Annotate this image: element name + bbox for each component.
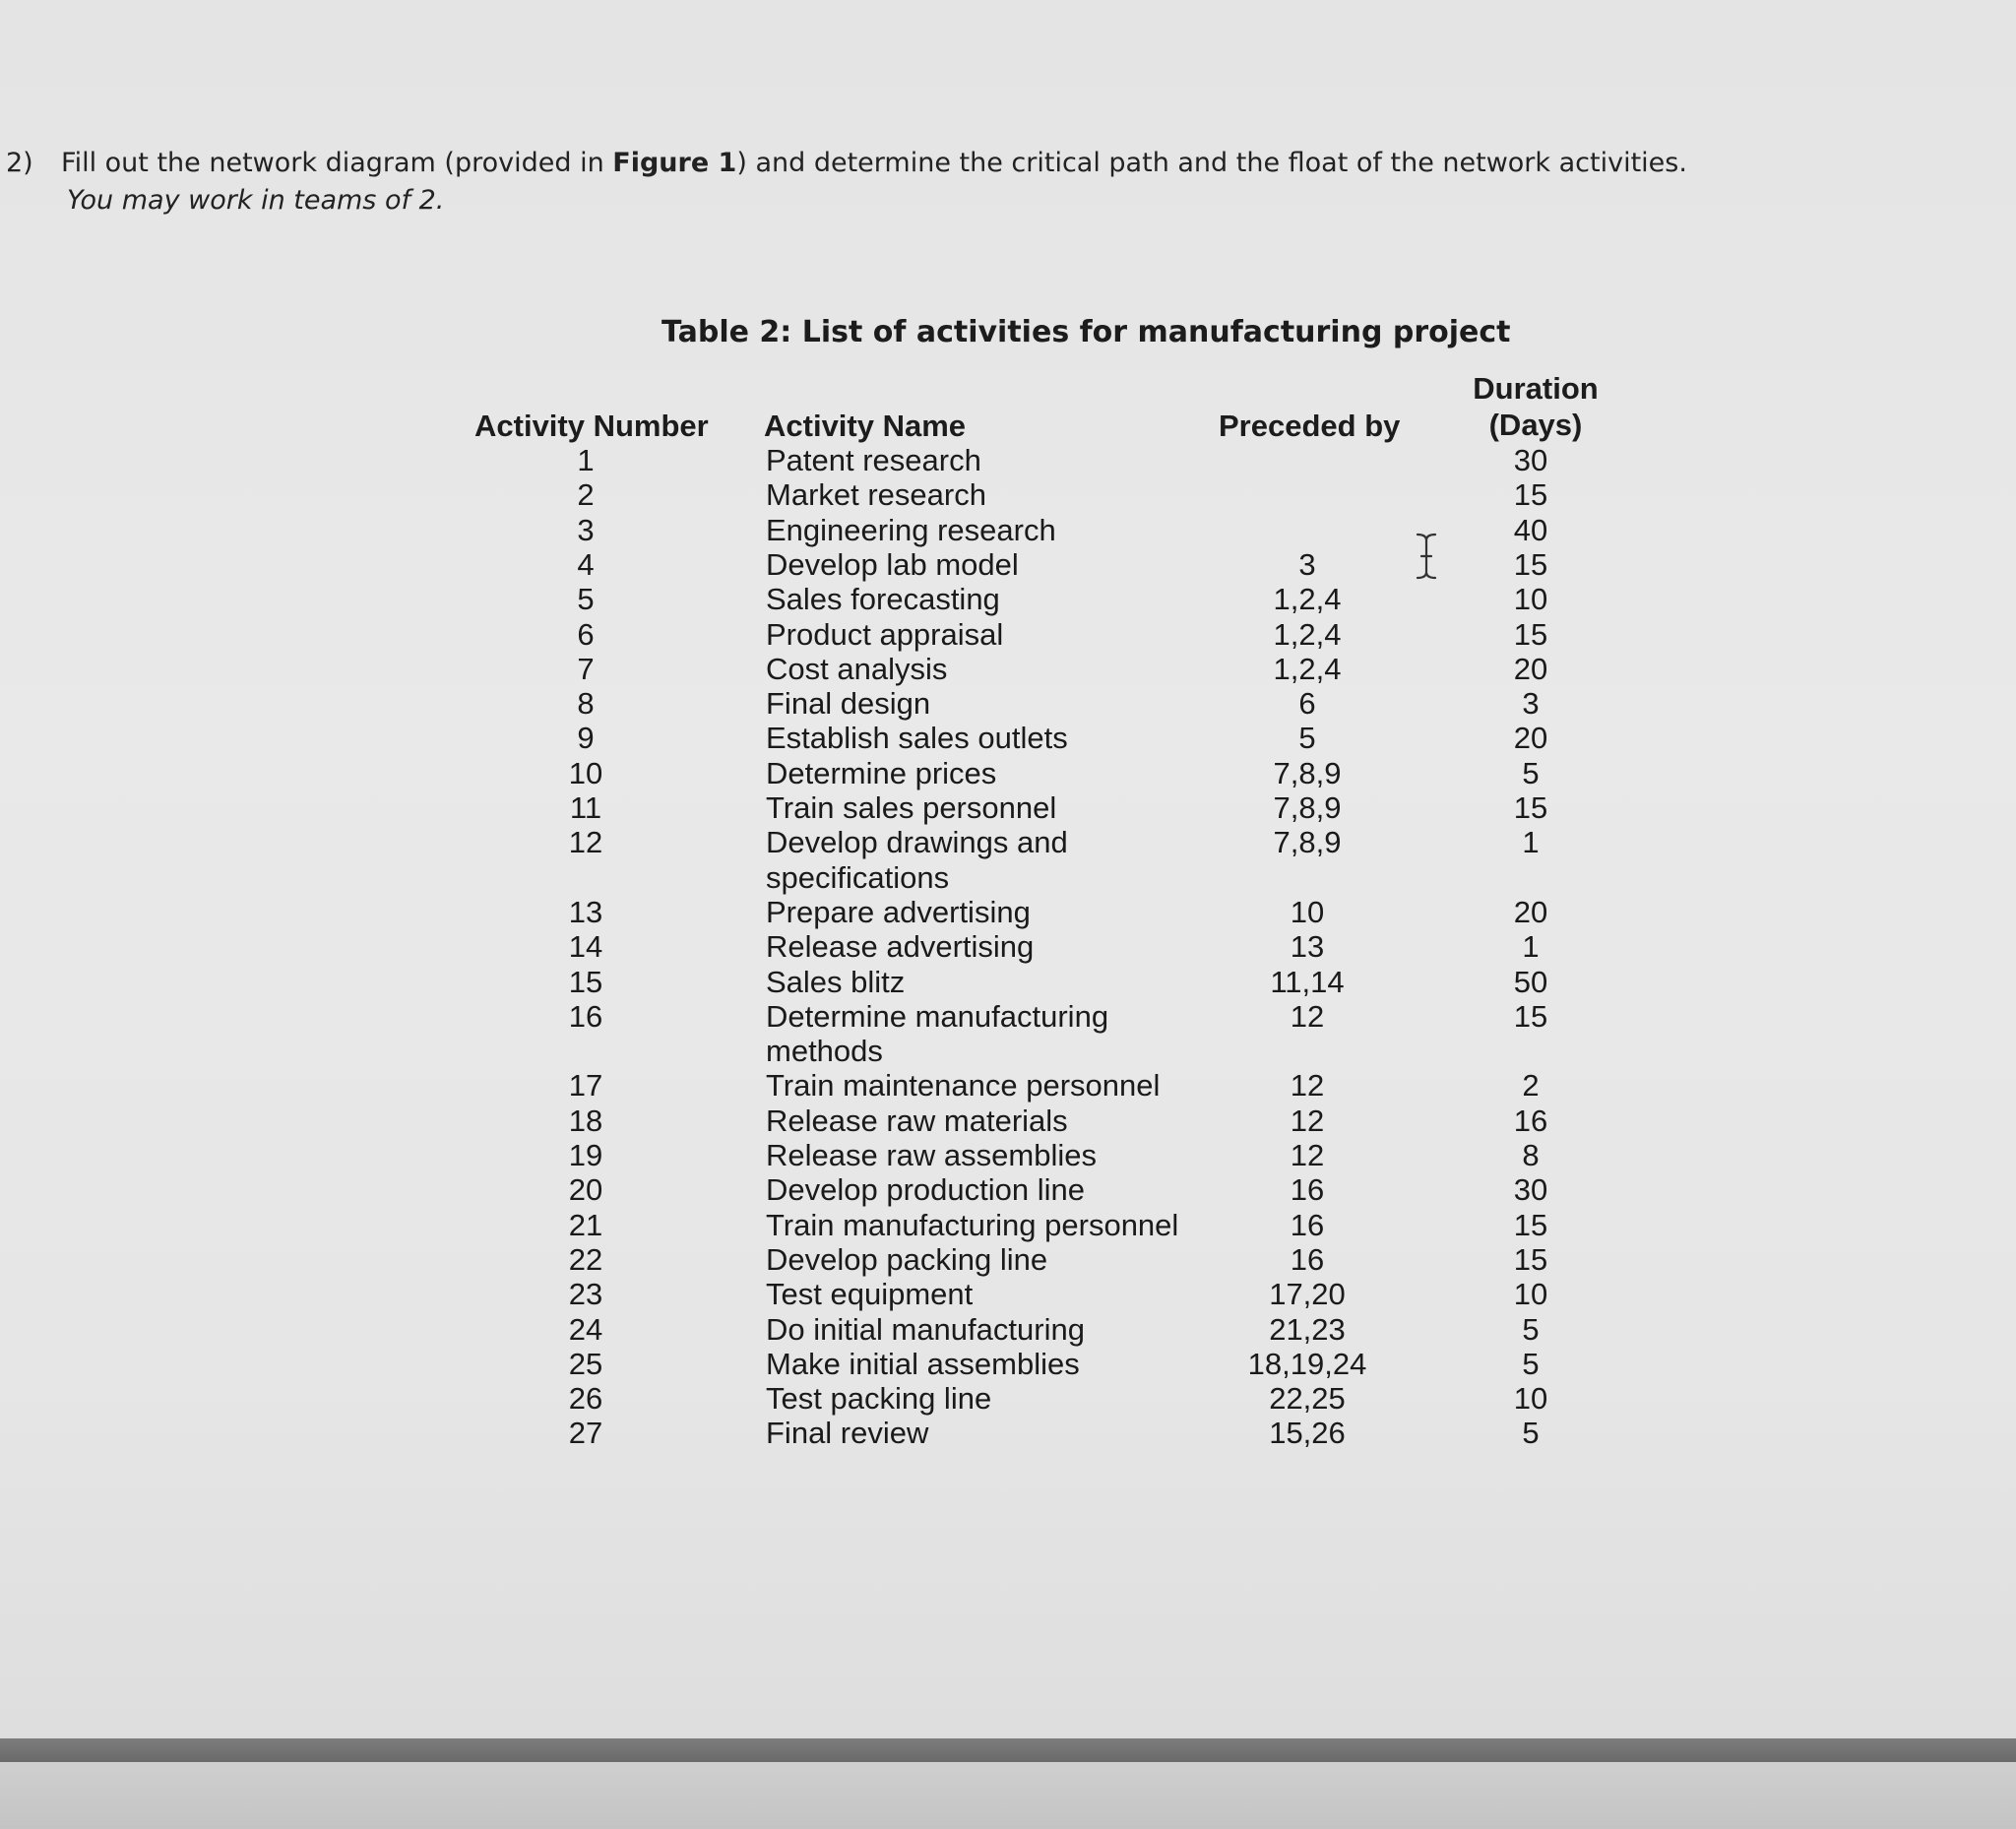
duration-cell: 10 [1513,1381,1548,1417]
activity-name-text: Develop packing line [766,1241,1048,1277]
activity-number-cell: 3 [577,512,595,547]
activity-name-cell [766,756,1199,790]
activity-name-cell [766,999,1199,1069]
activity-name-cell [766,929,1199,964]
duration-cell: 40 [1513,512,1548,547]
activity-name-text: Establish sales outlets [766,721,1068,756]
activity-name-text: Product appraisal [766,616,1004,652]
duration-cell: 15 [1513,477,1548,513]
preceded-by-cell: 15,26 [1269,1416,1346,1451]
activity-name-cell [766,1312,1199,1347]
duration-cell: 8 [1522,1138,1540,1172]
activity-number-cell: 19 [568,1138,603,1172]
activity-name-text: Patent research [766,443,981,477]
activity-name-cell [766,1172,1199,1207]
activity-name-text: Train maintenance personnel [766,1068,1161,1104]
duration-cell: 1 [1522,825,1540,860]
question-number: 2) [6,148,33,178]
question-text-line2: You may work in teams of 2. [67,185,445,216]
duration-cell: 15 [1513,546,1548,582]
activity-number-cell: 17 [568,1068,603,1104]
activity-name-text: Release raw materials [766,1103,1068,1138]
duration-cell: 16 [1513,1103,1548,1138]
preceded-by-cell: 16 [1290,1172,1325,1208]
activity-name-cell [766,1068,1199,1103]
header-duration [1467,370,1605,443]
activity-name-text: Develop production line [766,1172,1085,1208]
duration-cell: 10 [1513,1277,1548,1312]
header-activity-number: Activity Number [474,409,709,443]
preceded-by-cell: 1,2,4 [1273,651,1342,686]
header-activity-name: Activity Name [764,409,967,443]
activity-number-cell: 16 [568,998,603,1034]
activity-number-cell: 4 [577,546,595,582]
duration-cell: 30 [1513,1172,1548,1208]
header-duration-line1: Duration [1473,371,1599,406]
activity-name-text: Develop drawings and [766,825,1068,860]
activity-name-cell [766,1381,1199,1416]
activity-name-cell [766,477,1199,512]
activity-number-cell: 23 [568,1277,603,1312]
activity-number-cell: 18 [568,1103,603,1138]
duration-cell: 5 [1522,1346,1540,1381]
screen-bottom-edge [0,1762,2016,1829]
activity-name-text: Train manufacturing personnel [766,1207,1179,1242]
activity-number-cell: 20 [568,1172,603,1208]
activity-name-text-continued: specifications [766,859,950,895]
activity-name-cell [766,582,1199,616]
duration-cell: 5 [1522,1416,1540,1451]
duration-cell: 10 [1513,582,1548,617]
preceded-by-cell: 1,2,4 [1273,582,1342,617]
question-text-pre: Fill out the network diagram (provided in [61,148,613,178]
activity-name-text: Final review [766,1416,929,1451]
duration-cell: 15 [1513,1241,1548,1277]
figure-reference: Figure 1 [612,148,737,178]
duration-cell: 5 [1522,1311,1540,1347]
screen-bottom-bezel [0,1738,2016,1762]
preceded-by-cell: 16 [1290,1241,1325,1277]
activity-number-cell: 2 [577,477,595,513]
activity-name-text: Final design [766,686,931,722]
duration-cell: 5 [1522,755,1540,790]
activity-name-text: Engineering research [766,512,1056,547]
preceded-by-cell: 12 [1290,1138,1325,1172]
duration-cell: 15 [1513,998,1548,1034]
activity-number-cell: 26 [568,1381,603,1417]
preceded-by-cell: 22,25 [1269,1381,1346,1417]
preceded-by-cell: 17,20 [1269,1277,1346,1312]
activity-name-text: Train sales personnel [766,790,1057,825]
activity-number-cell: 10 [568,755,603,790]
activity-name-text: Test equipment [766,1277,974,1312]
activity-number-cell: 24 [568,1311,603,1347]
duration-cell: 2 [1522,1068,1540,1104]
header-preceded-by: Preceded by [1219,409,1401,443]
duration-cell: 15 [1513,1207,1548,1242]
activity-name-text: Do initial manufacturing [766,1311,1085,1347]
activity-name-text: Develop lab model [766,546,1019,582]
activity-number-cell: 6 [577,616,595,652]
duration-cell: 20 [1513,894,1548,929]
activity-name-cell [766,1277,1199,1311]
activity-name-text: Cost analysis [766,651,948,686]
preceded-by-cell: 11,14 [1270,964,1345,999]
preceded-by-cell: 7,8,9 [1273,790,1342,825]
activity-number-cell: 25 [568,1346,603,1381]
preceded-by-cell: 5 [1298,721,1316,756]
activity-name-cell [766,652,1199,686]
duration-cell: 3 [1522,686,1540,722]
preceded-by-cell: 10 [1290,894,1325,929]
preceded-by-cell: 18,19,24 [1247,1346,1367,1381]
activity-name-cell [766,686,1199,721]
preceded-by-cell: 16 [1290,1207,1325,1242]
activity-number-cell: 15 [568,964,603,999]
activity-name-text: Market research [766,477,986,513]
activity-name-cell [766,1208,1199,1242]
header-duration-line2: (Days) [1488,408,1583,442]
activity-name-text: Test packing line [766,1381,992,1417]
activity-number-cell: 22 [568,1241,603,1277]
activity-number-cell: 7 [577,651,595,686]
activity-name-cell [766,825,1199,895]
activity-name-text: Sales forecasting [766,582,1000,617]
activity-name-text-continued: methods [766,1034,883,1069]
activity-name-cell [766,547,1199,582]
activity-name-cell [766,790,1199,825]
activity-name-text: Prepare advertising [766,894,1031,929]
preceded-by-cell: 1,2,4 [1273,616,1342,652]
activity-name-cell [766,895,1199,929]
activity-name-cell [766,965,1199,999]
preceded-by-cell: 12 [1290,1068,1325,1104]
activity-name-text: Determine manufacturing [766,998,1109,1034]
activity-name-cell [766,1104,1199,1138]
activity-number-cell: 11 [569,790,602,825]
preceded-by-cell: 12 [1290,998,1325,1034]
preceded-by-cell: 21,23 [1269,1311,1346,1347]
activity-name-cell [766,1138,1199,1172]
activity-number-cell: 21 [568,1207,603,1242]
activity-number-cell: 13 [568,894,603,929]
preceded-by-cell: 7,8,9 [1273,825,1342,860]
activity-name-text: Determine prices [766,755,997,790]
duration-cell: 20 [1513,721,1548,756]
table-title: Table 2: List of activities for manufacturing project [662,315,1511,349]
duration-cell: 1 [1522,929,1540,965]
activity-name-cell [766,721,1199,755]
activity-number-cell: 1 [577,443,595,477]
activity-number-cell: 27 [568,1416,603,1451]
preceded-by-cell: 3 [1298,546,1316,582]
activity-name-cell [766,513,1199,547]
duration-cell: 30 [1513,443,1548,477]
activity-name-text: Release raw assemblies [766,1138,1097,1172]
text-cursor-icon [1412,532,1441,581]
duration-cell: 15 [1513,616,1548,652]
activity-name-cell [766,443,1199,477]
activity-number-cell: 8 [577,686,595,722]
duration-cell: 15 [1513,790,1548,825]
activity-name-cell [766,1242,1199,1277]
activity-number-cell: 9 [577,721,595,756]
activity-name-cell [766,1347,1199,1381]
activity-name-text: Make initial assemblies [766,1346,1080,1381]
question-text-line1 [61,144,1687,183]
preceded-by-cell: 7,8,9 [1273,755,1342,790]
activity-number-cell: 12 [568,825,603,860]
activity-name-text: Sales blitz [766,964,906,999]
activity-name-cell [766,617,1199,652]
activity-name-text: Release advertising [766,929,1035,965]
activity-number-cell: 5 [577,582,595,617]
activity-number-cell: 14 [568,929,603,965]
preceded-by-cell: 13 [1290,929,1325,965]
activity-name-cell [766,1416,1199,1450]
preceded-by-cell: 6 [1298,686,1316,722]
preceded-by-cell: 12 [1290,1103,1325,1138]
duration-cell: 50 [1513,964,1548,999]
duration-cell: 20 [1513,651,1548,686]
question-text-post: ) and determine the critical path and the float of the network activities. [736,148,1687,178]
